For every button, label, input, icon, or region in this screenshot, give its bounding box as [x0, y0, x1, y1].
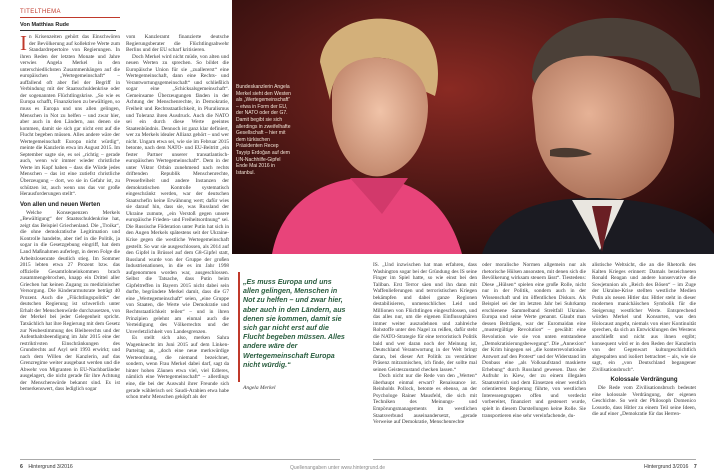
photo-illustration: [232, 0, 714, 254]
pull-quote-rule: [238, 272, 240, 382]
page-number-left: 6: [20, 464, 23, 470]
rubric-rule: [20, 17, 120, 18]
footer-sources-note: Quellenangaben unter www.hintergrund.de: [290, 465, 386, 471]
column-2-paragraph-3: Es stellt sich also, merken Sahra Wagenknecht im Juni 2015 auf dem Linken-Parteitag an, „doch eine neue merkwürdige Werteordnung, die niemand bezeichnet, sondern, wenn Frau Merkel dabei darf, sagt da hinter hohen Zäunen etwa viel, viel Edleres, nämlich eine Wertegemeinschaft“ – allerdings eine, die bei der Auswahl ihrer Freunde sich gerade wählerisch sei: Saudi-Arabien etwa habe schon mehr Menschen geköpft als der: [126, 335, 229, 401]
column-4-paragraph-1: oder moralische Normen allgemein nur als rhetorische Hülsen ansonsten, mit denen sich die Bevölkerung wirksam steuern lässt“. Tiestedens: Diese „Hülsen“ spielen eine große Rolle, nicht nur in der Politik, sondern auch in der Wissenschaft und im öffentlichen Diskurs. Als Beispiel sei der im letzten Jahr bei Suhrkamp erschienene Sammelband Streitfall Ukraine. Europa und seine Werte genannt. Glaubt man dessen Beiträgen, war der Euromaidan eine „mustergültige Revolution“ – gewählt: eine Revolution wie sie von unten entstandene „Demokratisierungsbewegung“. Die „Annexion“ der Krim hingegen sei „die konterrevolutionäre Antwort auf den Protest“ und der Widerstand im Donbass eine „als Volksaufstand maskierte Erhebung“ durch Russland gewesen. Dass der Aufruhr in Kiew, der zu einem illegalen Staatsstreich und dem Einsetzen einer westlich orientierten Regierung führte, von westlichen Interessengruppen offen und verdeckt vorbereitet, finanziert und gesteuert wurde, spielt in diesem Darstellungen keine Rolle. Sie transportieren eine sehr vereinfachende, du-: [482, 262, 586, 419]
column-2-paragraph-1: vom Kanzleramt finanzierte deutsche Regierungsberater die Flüchtlingsabwehr Berlins und der EU scharf kritisieren.: [126, 34, 229, 54]
author-byline: Von Matthias Rude: [20, 22, 70, 28]
column-1-paragraph-1: n Krisenzeiten gehört das Einschwören der Bevölkerung auf kollektive Werte zum Standardrepertoire von Regierungen. In ihren Reden der letzten Monate und Jahre verwies Angela Merkel in den unterschiedlichsten Zusammenhängen auf die europäischen „Wertegemeinschaft“ – auffallend oft aber fiel der Begriff in Verbindung mit der Staatsschuldenkrise oder der sogenannten Flüchtlingskrise. „So wie es Europa schafft, Finanzkrisen zu bewältigen, so muss es Europa und uns allen gelingen, Menschen in Not zu helfen – und zwar hier, aber auch in den Ländern, aus denen sie kommen, damit sie sich gar nicht erst auf die Flucht begeben müssen. Alles andere wäre der Wertegemeinschaft Europa nicht würdig“, meinte die Kanzlerin etwa im August 2015. Im September sagte sie, es sei „richtig – gerade auch, wenn wir immer wieder christliche Werte im Kopf haben – dass die Würde jedes Menschen – das ist eine zutiefst christliche Überzeugung – dort, wo sie in Gefahr ist, zu schützen ist, auch wenn uns das vor große Herausforderungen stellt“.: [20, 34, 120, 198]
subheading-verdraengung: Kolossale Verdrängung: [610, 377, 678, 384]
article-column-3: [373, 262, 477, 458]
photo-credit-strip: [707, 8, 713, 58]
column-1-paragraph-2: Welche Konsequenzen Merkels „Bewältigung“ der Staatsschuldenkrise hat, zeigt das Beispiel Griechenland. Die „Troika“, die ohne demokratische Legitimation und Kontrolle handelte, aber tief in die Politik, ja sogar in die Gesetzgebung eingriff, hat dem Land Maßnahmen auferlegt, in deren Folge die Arbeitslosenrate deutlich stieg. Im Sommer 2015 lebten etwa 27 Prozent bzw. das offizielle Gesamtlohneinkommen brach zusammengebrochen, knapp ein Drittel aller Griechen hat keinen Zugang zu medizinischer Versorgung. Die Kinderarmutsrate beträgt 40 Prozent. Auch die „Flüchtlingspolitik“ der deutschen Regierung ist schwerlich unter Erhalt der Menschenwürde durchzusetzen, von der Merkel bei jeder Gelegenheit spricht. Tatsächlich hat ihre Regierung mit dem Gesetz zur Neubestimmung des Bleiberechts und der Aufenthaltsbeendigung im Jahr 2015 eine der restriktivsten Einschränkungen des Grundrechts auf Asyl seit 1993 erwirkt; und nach dem Willen der Kanzlerin, auf das Grenzregime weiter ausgebaut werden und die Abwehr von Migranten in EU-Nachbarländer ausgelagert, die nicht gerade für ihre Achtung der Menschenwürde bekannt sind. Es ist bemerkenswert, dass lediglich sogar: [20, 209, 120, 393]
column-3-paragraph-1: IS. „Und inzwischen hat man erfahren, dass Washington sogar bei der Gründung des IS seine Finger im Spiel hatte, so wie einst bei den Taliban. Erst Terror säen und ihn dann mit Waffenlieferungen und terroristischen Kriegen bekämpfen und dabei ganze Regionen destabilisieren, unmenschliches Leid und Millionen von Flüchtlingen eingeschlossen, und das alles nur, um die eigenen Einflusssphären immer weiter auszudehnen und zahlreiche Rohstoffe unter den Nagel zu reißen, dafür steht die NATO-Strategie für eine terroristisch Politik bald und wer daran noch der Meinung ist, Deutschland Verantwortung in der Welt bringt daran, bei dieser Art Politik zu verstärkter Präsenz mitzumischen, ich finde, der sollte mal seinen Geisteszustand checken lassen.“: [373, 262, 477, 373]
author-rule: [20, 30, 116, 31]
footer-left: [20, 464, 73, 470]
photo-merkel-erdogan: [232, 0, 714, 254]
column-2-paragraph-2: Doch Merkel wird nicht müde, von alten und neuen Werten zu sprechen. So bildet die Europäische Union für sie „zuallererst“ eine Wertegemeinschaft, dann eine Rechts- und Verantwortungsgemeinschaft“ und schließlich sogar eine „Schicksalsgemeinschaft“. Gemeinsame Überzeugungen fänden in der Achtung der Menschenrechte, in Demokratie, Freiheit und Rechtsstaatlichkeit, in Pluralismus und Toleranz ihren Ausdruck. Auch die NATO sei ein durch diese Werte geeintes Staatenbündnis. Dennoch ist ganz klar definiert, wer zu Merkels idealer Allianz gehört – und wer nicht. Ungarn etwa sei, wie sie im Februar 2015 betonte, nach dem NATO- und EU-Beitritt „ein fester Partner unserer transatlantisch-europäischen Wertegemeinschaft“. Dem in der unter Viktor Orbán zunehmend nach rechts driftenden Republik Menschenrechte, Pressefreiheit und andere Instanzen der demokratischen Kontrolle systematisch eingeschränkt werden, war der deutschen Staatschefin keine Erwähnung wert; dafür wies sie darauf hin, dass sie, was Russland der Ukraine zumute, „ein Verstoß gegen unsere europäische Frieden- und Freiheitsordnung“ sei. Die Russische Föderation unter Putin hat sich in den Augen Merkels spätestens seit der Ukraine-Krise gegen die westliche Wertegemeinschaft gestellt. So war sie ausgeschlossen, als 2014 auf den Gipfel in Brüssel auf dem G8-Gipfel statt, Russland wurde von der Gruppe der großen Industrienationen, in die es im Jahr 1998 aufgenommen worden war, ausgeschlossen. Selbst die Tatsache, dass Putin beim Gipfeltreffen in Bayern 2015 nicht dabei sein durfte, begründete Merkel damit, dass die G7 eine „Wertegemeinschaft“ seien, „eine Gruppe von Staaten, die Werte wie Demokratie und Rechtsstaatlichkeit teilen“ – und in ihren Prinzipien gelehnt am einmal auch die Verteidigung des Völkerrechts und der Unverletzlichkeit von Landesgrenzen.: [126, 53, 229, 335]
column-5-paragraph-1: alistische Weltsicht, die an die Rhetorik des Kalten Krieges erinnert: Damals bezeichneten Ronald Reagan und andere konservative die Sowjetunion als „Reich des Bösen“ – im Zuge der Ukraine-Krise stellten westliche Medien Putin als neuen Hitler dar. Hitler steht in dieser modernen manichäischen Symbolik für die Steigerung westlicher Werte. Entsprechend würden Merkel und Konsorten, was den Holocaust angeht, niemals von einer Kontinuität sprechen, da sich an Entwicklungen des Westens anschließt und nicht aus ihnen ergibt; konsequent wird er in den Reden der Kanzlerin von der Gegenwart kulturgeschichtlich abgespalten und isoliert betrachtet – als, wie sie sagt, ein „von Deutschland begangener Zivilisationsbruch“.: [592, 262, 696, 373]
article-column-1: [20, 34, 120, 454]
page-number-right: 7: [693, 464, 697, 470]
rubric-label: TITELTHEMA: [20, 9, 61, 15]
article-column-5: [592, 262, 696, 458]
subheading-werte: Von allen und neuen Werten: [20, 201, 101, 208]
pull-quote-author: Angela Merkel: [243, 385, 276, 391]
pull-quote: „Es muss Europa und uns allen gelingen, Menschen in Not zu helfen – und zwar hier, aber auch in den Ländern, aus denen sie kommen, damit sie sich gar nicht erst auf die Flucht begeben müssen. Alles andere wäre der Wertegemeinschaft Europa nicht würdig.“: [243, 278, 346, 369]
photo-caption: Bundeskanzlerin Angela Merkel sieht den Westen als „Wertegemeinschaft“ – etwa in Form der EU, der NATO oder der G7. Damit begibt sie sich allerdings in zweifelhafte Gesellschaft – hier mit dem türkischen Präsidenten Recep Tayyip Erdoğan auf dem UN-Nachhilfe-Gipfel Ende Mai 2016 in Istanbul.: [236, 84, 291, 176]
footer-rule-left: [20, 459, 340, 460]
magazine-issue-left: Hintergrund 3/2016: [28, 464, 73, 470]
column-3-paragraph-2: Doch nicht nur die Rede von den „Werten“ überhaupt einmal erwart? Renaissance ist. Reinholds Pollock, betonte es ebenso, an der Psychologe Rainer Mausfeld, die sich mit Techniken des Meinungs- und Empörungsmanagements im westlichen Staatsverbund auseinandersetzt, „gerade Verweise auf Demokratie, Menschenrechte: [373, 373, 477, 426]
article-column-2: [126, 34, 229, 454]
column-5-paragraph-2: Die Rede vom Zivilisationsbruch bedeutet eine kolossale Verdrängung, der eigenen Geschichte. So weit der Philosoph Domenico Losurdo, dass Hitler zu einem Teil seine Ideen, die auf einer „Demokratie für das Herren-: [592, 385, 696, 418]
article-column-4: [482, 262, 586, 458]
footer-right: [644, 464, 697, 470]
footer-rule-right: [373, 459, 696, 460]
magazine-issue-right: Hintergrund 3/2016: [644, 464, 689, 470]
drop-cap: I: [20, 34, 27, 55]
